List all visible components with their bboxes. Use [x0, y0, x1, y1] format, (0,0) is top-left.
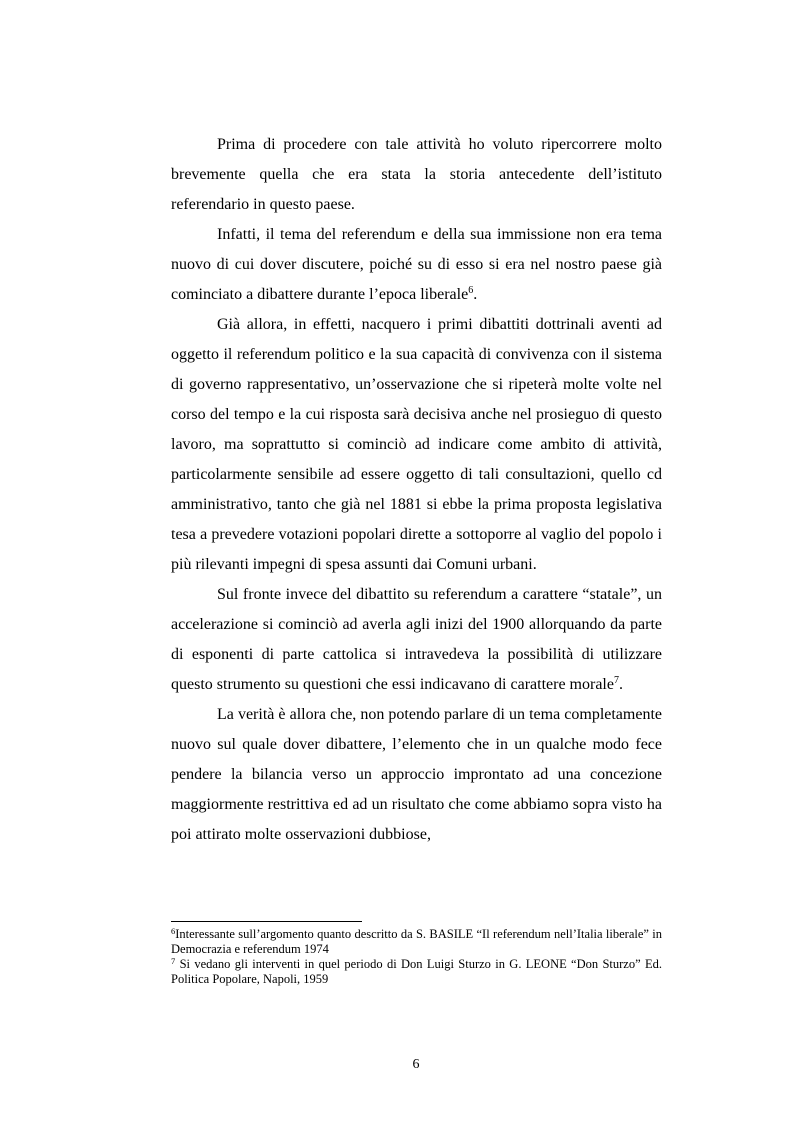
footnote	[171, 957, 662, 987]
paragraph	[171, 700, 662, 850]
footnote-mark: 7	[171, 956, 176, 966]
paragraph	[171, 130, 662, 220]
paragraph	[171, 580, 662, 700]
footnote	[171, 927, 662, 957]
paragraph	[171, 220, 662, 310]
paragraph-text: Già allora, in effetti, nacquero i primi dibattiti dottrinali aventi ad oggetto il referendum politico e la sua capacità di convivenza con il sistema di governo rappresentativo, un’osservazione che si ripeterà molte volte nel corso del tempo e la cui risposta sarà decisiva anche nel prosieguo di questo lavoro, ma soprattutto si cominciò ad indicare come ambito di attività, particolarmente sensibile ad essere oggetto di tali consultazioni, quello cd amministrativo, tanto che già nel 1881 si ebbe la prima proposta legislativa tesa a prevedere votazioni popolari dirette a sottoporre al vaglio del popolo i più rilevanti impegni di spesa assunti dai Comuni urbani.	[171, 316, 662, 573]
footnote-reference: 6	[468, 285, 474, 296]
paragraph-text: Sul fronte invece del dibattito su referendum a carattere “statale”, un accelerazione si cominciò ad averla agli inizi del 1900 allorquando da parte di esponenti di parte cattolica si intravedeva la possibilità di utilizzare questo strumento su questioni che essi indicavano di carattere morale	[171, 586, 662, 693]
footnote-text: Interessante sull’argomento quanto descritto da S. BASILE “Il referendum nell’Italia liberale” in Democrazia e referendum 1974	[171, 927, 662, 956]
footnote-separator	[171, 921, 362, 922]
paragraph-tail: .	[618, 676, 623, 693]
paragraph-tail: .	[473, 286, 478, 303]
paragraph	[171, 310, 662, 580]
paragraph-text: Infatti, il tema del referendum e della sua immissione non era tema nuovo di cui dover discutere, poiché su di esso si era nel nostro paese già cominciato a dibattere durante l’epoca liberale	[171, 226, 662, 303]
page-number: 6	[412, 1057, 420, 1072]
paragraph-text: Prima di procedere con tale attività ho voluto ripercorrere molto brevemente quella che era stata la storia antecedente dell’istituto referendario in questo paese.	[171, 136, 662, 213]
paragraph-text: La verità è allora che, non potendo parlare di un tema completamente nuovo sul quale dover dibattere, l’elemento che in un qualche modo fece pendere la bilancia verso un approccio improntato ad una concezione maggiormente restrittiva ed ad un risultato che come abbiamo sopra visto ha poi attirato molte osservazioni dubbiose,	[171, 706, 662, 843]
footnote-text: Si vedano gli interventi in quel periodo di Don Luigi Sturzo in G. LEONE “Don Sturzo” Ed. Politica Popolare, Napoli, 1959	[171, 957, 662, 986]
footnote-mark: 6	[171, 926, 176, 936]
footnotes	[171, 927, 662, 987]
footnote-reference: 7	[613, 675, 619, 686]
body-text	[171, 130, 662, 850]
